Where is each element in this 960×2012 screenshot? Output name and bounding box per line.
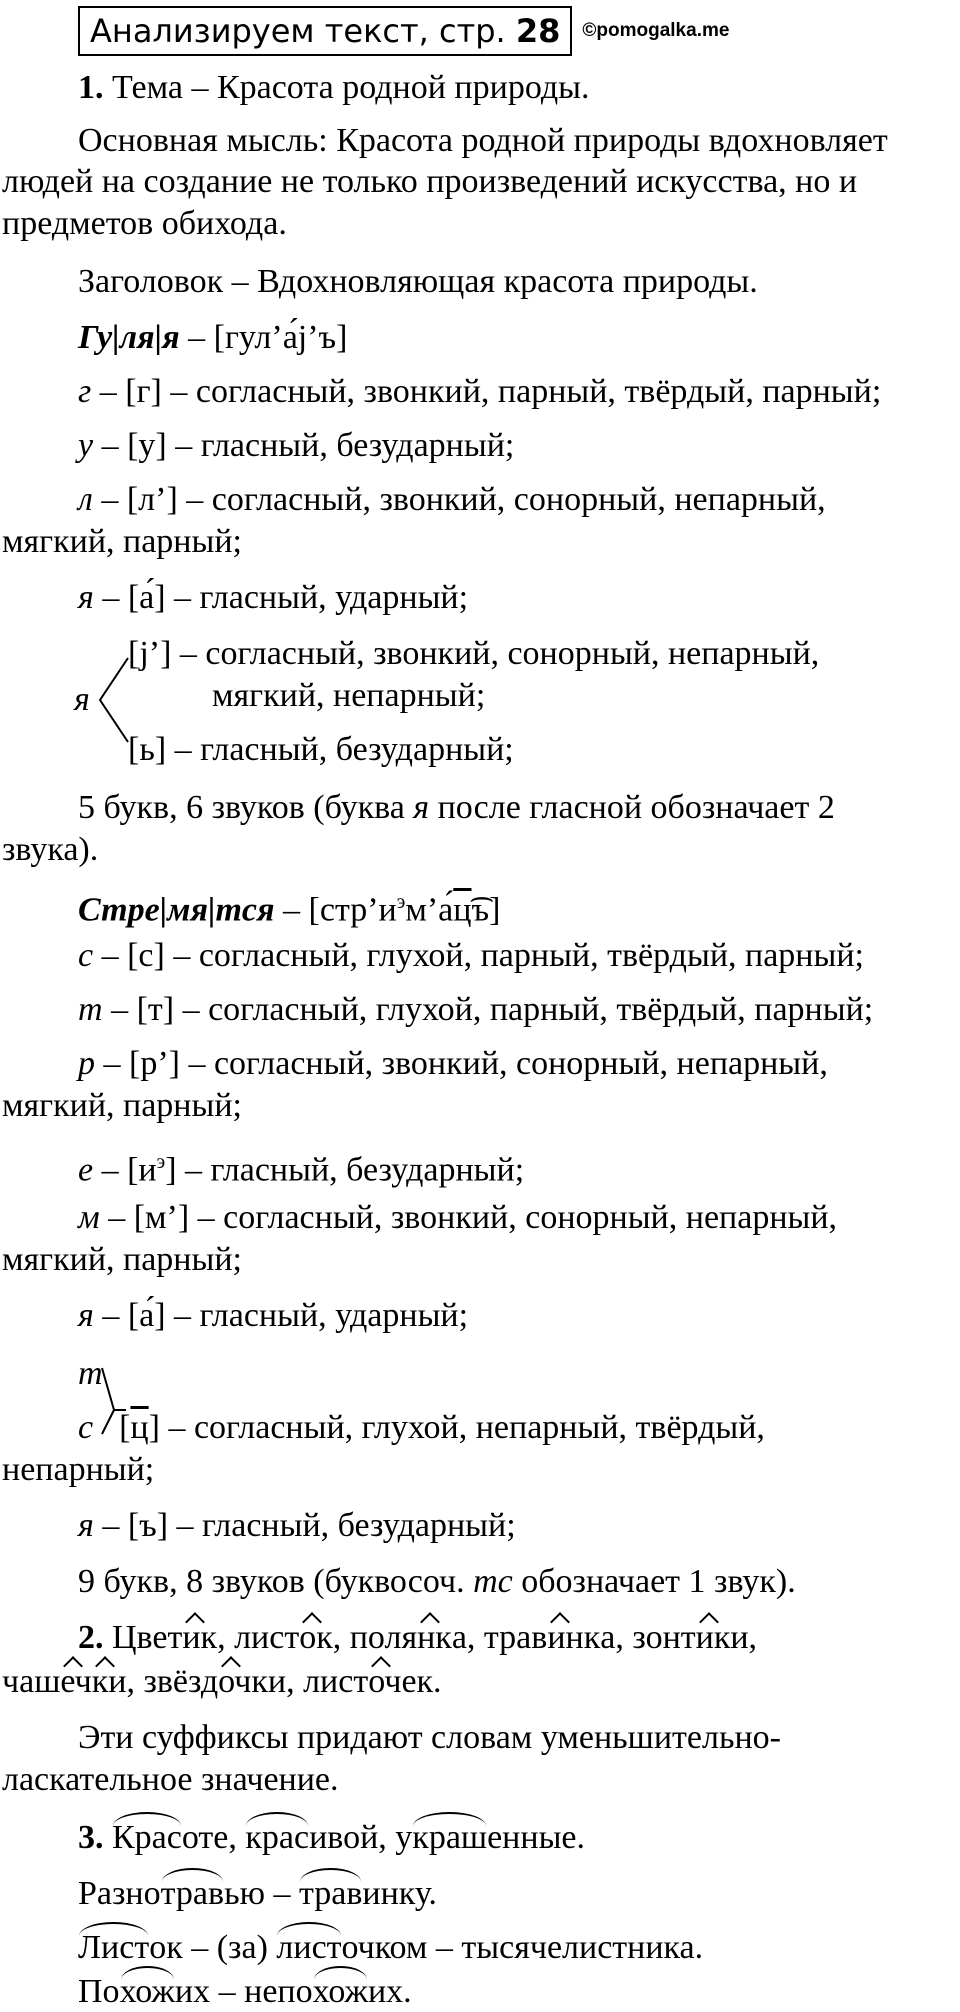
root-line-4: [78, 1972, 412, 2012]
letter: г: [78, 373, 92, 410]
suffix-line-1: [78, 1618, 757, 1658]
header: [78, 6, 729, 56]
suffix: инк: [547, 1619, 601, 1656]
sound-desc: – [у] – гласный, безударный;: [93, 427, 515, 464]
word1-sound-j-cont: мягкий, непарный;: [212, 677, 486, 714]
title-line: Заголовок – Вдохновляющая красота природы.: [78, 263, 758, 300]
root-line-1: [78, 1818, 585, 1858]
text: ью –: [224, 1875, 299, 1912]
root: хож: [119, 1973, 175, 2010]
letter: с: [78, 1409, 94, 1446]
root: трав: [160, 1875, 225, 1912]
text: , поля: [332, 1619, 418, 1656]
word2-sound-ts: [78, 1408, 765, 1448]
word1-sound-g: [78, 372, 881, 412]
text: Цвет: [103, 1619, 183, 1656]
letter: я: [78, 579, 94, 616]
suffix: ик: [695, 1619, 731, 1656]
suffix: оч: [368, 1663, 402, 1700]
sound-desc: – [г] – согласный, звонкий, парный, твёрдый, парный;: [91, 373, 882, 410]
word1-transcription: – [гул’а́j’ъ]: [179, 319, 348, 356]
word2-letter-t: [78, 1354, 103, 1394]
text: и, звёзд: [108, 1663, 219, 1700]
word2-sound-ya: [78, 1296, 468, 1336]
text: инку.: [362, 1875, 437, 1912]
text: , лист: [217, 1619, 300, 1656]
transcription-ts: ц͡: [453, 891, 472, 929]
root: Крас: [112, 1819, 182, 1856]
text: [104, 1819, 113, 1856]
suffix-note-2: ласкательное значение.: [2, 1761, 339, 1798]
section-number: 2.: [78, 1619, 104, 1656]
word2-sound-m: [78, 1198, 837, 1238]
section-number: 3.: [78, 1819, 104, 1856]
text: ивой, у: [309, 1819, 413, 1856]
word1-sound-l: [78, 480, 826, 520]
idea-line-2: людей на создание не только произведений искусства, но и: [2, 163, 858, 200]
sound-desc: ] – гласный, безударный;: [165, 1151, 525, 1189]
text: Разно: [78, 1875, 161, 1912]
letter: я: [78, 1297, 94, 1334]
page-header-box: [78, 6, 572, 56]
text: их – непо: [174, 1973, 313, 2010]
word2-sound-m-cont: мягкий, парный;: [2, 1241, 242, 1278]
word2-sound-ts-cont: непарный;: [2, 1451, 155, 1488]
sound-desc: – [л’] – согласный, звонкий, сонорный, непарный,: [92, 481, 826, 518]
word2-sound-r-cont: мягкий, парный;: [2, 1087, 242, 1124]
count-text: 5 букв, 6 звуков (буква: [78, 789, 414, 826]
watermark: ©pomogalka.me: [582, 20, 730, 41]
text: очком – тысячелистника.: [341, 1929, 704, 1966]
text: енные.: [487, 1819, 586, 1856]
text: их.: [367, 1973, 412, 2010]
word1-sound-l-cont: мягкий, парный;: [2, 523, 242, 560]
text: ки, лист: [251, 1663, 369, 1700]
text: По: [78, 1973, 120, 2010]
count-text: обозначает 1 звук).: [512, 1563, 796, 1600]
text: а, зонт: [600, 1619, 696, 1656]
sound-desc: – [а́] – гласный, ударный;: [93, 1297, 469, 1334]
word2-sound-r: [78, 1044, 828, 1084]
letter: м: [78, 1199, 100, 1236]
header-title: Анализируем текст, стр.: [90, 12, 506, 50]
letter: я: [78, 1507, 94, 1544]
suffix-note-1: Эти суффиксы придают словам уменьшительно-: [78, 1719, 781, 1756]
word2-count: [78, 1562, 796, 1602]
sound-desc: ] – согласный, глухой, непарный, твёрдый,: [148, 1409, 765, 1446]
transcription-part: ъ]: [471, 891, 501, 929]
word1-sound-j: [j’] – согласный, звонкий, сонорный, непарный,: [128, 635, 820, 672]
root: Лист: [78, 1929, 150, 1966]
letter: я: [413, 789, 430, 826]
sound-desc: – [ъ] – гласный, безударный;: [93, 1507, 516, 1544]
word1-sound-ya: [78, 578, 468, 618]
text: ек.: [401, 1663, 442, 1700]
word1-letter-ya-split: [74, 680, 90, 720]
suffix: еч: [60, 1663, 92, 1700]
root: лист: [276, 1929, 342, 1966]
suffix: нк: [417, 1619, 452, 1656]
word2-sound-t: [78, 990, 873, 1030]
count-text: 9 букв, 8 звуков (буквосоч.: [78, 1563, 474, 1600]
suffix: ик: [182, 1619, 218, 1656]
sound-desc: – [м’] – согласный, звонкий, сонорный, непарный,: [99, 1199, 838, 1236]
text: оте,: [181, 1819, 246, 1856]
idea-line-1: Основная мысль: Красота родной природы вдохновляет: [78, 122, 888, 159]
theme-line: [78, 68, 589, 108]
header-page-number: 28: [515, 12, 561, 50]
theme-text: Тема – Красота родной природы.: [103, 69, 590, 106]
word1-sound-u: [78, 426, 514, 466]
section-number: 1.: [78, 69, 104, 106]
suffix-line-2: [2, 1662, 442, 1702]
word1-heading: [78, 318, 347, 358]
word2: Стре|мя|тся: [78, 891, 275, 929]
letter: т: [78, 991, 103, 1028]
root: трав: [298, 1875, 363, 1912]
word2-sound-s: [78, 936, 864, 976]
letter: с: [78, 937, 94, 974]
text: и,: [730, 1619, 758, 1656]
word1: Гу|ля|я: [78, 319, 180, 356]
letter: у: [78, 427, 94, 464]
bracket: [: [119, 1409, 131, 1446]
sound-desc: – [а́] – гласный, ударный;: [93, 579, 469, 616]
word2-heading: [78, 882, 500, 930]
transcription-sup: э: [396, 891, 406, 913]
letter: е: [78, 1151, 94, 1189]
root: краш: [412, 1819, 488, 1856]
word1-sound-schwa: [ь] – гласный, безударный;: [128, 731, 514, 768]
transcription-part: м’а́: [405, 891, 454, 929]
letter: тс: [473, 1563, 513, 1600]
text: а, трав: [451, 1619, 548, 1656]
text: ок – (за): [149, 1929, 277, 1966]
root-line-3: [78, 1928, 703, 1968]
root-line-2: [78, 1874, 437, 1914]
letter: я: [74, 681, 90, 718]
sound-desc: – [с] – согласный, глухой, парный, твёрдый, парный;: [93, 937, 864, 974]
suffix: к: [91, 1663, 109, 1700]
transcription-part: – [стр’и: [274, 891, 397, 929]
suffix: оч: [218, 1663, 252, 1700]
sound-desc: – [т] – согласный, глухой, парный, твёрдый, парный;: [102, 991, 874, 1028]
word2-sound-e: [78, 1142, 524, 1190]
root: хож: [312, 1973, 368, 2010]
word2-sound-ya-final: [78, 1506, 516, 1546]
suffix: ок: [299, 1619, 333, 1656]
letter: т: [78, 1355, 103, 1392]
sound-desc: – [р’] – согласный, звонкий, сонорный, непарный,: [95, 1045, 828, 1082]
count-text: после гласной обозначает 2: [429, 789, 835, 826]
word1-count: [78, 788, 835, 828]
word1-count-cont: звука).: [2, 831, 99, 868]
sound-desc: – [и: [93, 1151, 157, 1189]
idea-line-3: предметов обихода.: [2, 205, 287, 242]
branch-bracket-1: [96, 654, 130, 746]
text: чаш: [2, 1663, 61, 1700]
letter: л: [78, 481, 93, 518]
root: крас: [245, 1819, 310, 1856]
sound-sup: э: [156, 1151, 166, 1173]
ts-symbol: ц: [130, 1409, 149, 1446]
letter: р: [78, 1045, 95, 1082]
